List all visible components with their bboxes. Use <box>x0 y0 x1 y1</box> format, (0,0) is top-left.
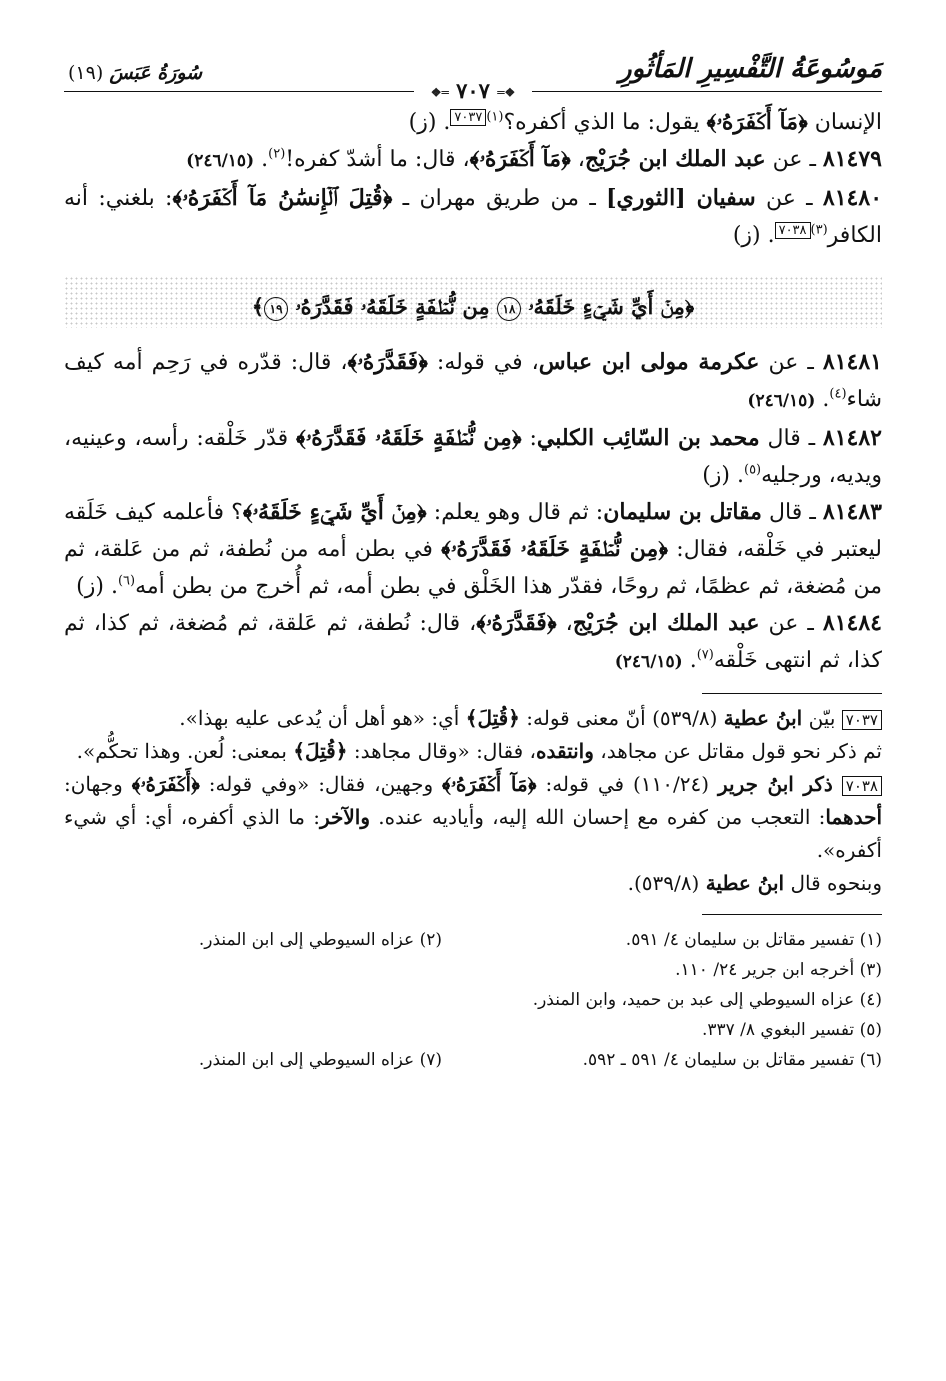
narration-81483 <box>64 494 882 605</box>
narrator-name: سفيان [الثوري] <box>606 185 756 211</box>
quran-quote: ﴿قُتِلَ﴾ <box>465 706 520 730</box>
text: . (ز) <box>702 463 744 488</box>
source-ref: (٢٤٦/١٥) <box>614 652 683 672</box>
book-title: مَوسُوعَةُ التَّفْسِيرِ المَأثُورِ <box>619 54 882 84</box>
text: قدّر خَلْقه: رأسه، وعينيه، ويديه، ورجليه <box>64 426 882 488</box>
footnote-1: (١) تفسير مقاتل بن سليمان ٤/ ٥٩١. <box>625 930 882 950</box>
ornament-icon: ═❖ <box>430 85 449 100</box>
verse-part: مِن نُّطۡفَةٍ خَلَقَهُۥ فَقَدَّرَهُۥ <box>295 294 490 319</box>
quran-quote: ﴿مِن نُّطۡفَةٍ خَلَقَهُۥ فَقَدَّرَهُۥ﴾ <box>295 425 522 451</box>
narrator-name: مقاتل بن سليمان <box>603 499 762 525</box>
text: ، قال: ما أشدّ كفره! <box>285 147 470 172</box>
text: . <box>682 648 697 673</box>
footnote-7: (٧) عزاه السيوطي إلى ابن المنذر. <box>198 1050 442 1070</box>
text: ـ عن <box>759 350 823 375</box>
page-number: ٧٠٧ <box>456 78 490 103</box>
text: ـ من طريق مهران ـ <box>392 186 607 211</box>
quran-quote: ﴿مَآ أَكۡفَرَهُۥ﴾ <box>469 146 571 172</box>
quran-quote: ﴿مَآ أَكۡفَرَهُۥ﴾ <box>442 772 537 796</box>
verse-part: مِنۡ أَيِّ شَيۡءٍ خَلَقَهُۥ <box>528 294 685 319</box>
ayah-number-icon: ١٨ <box>497 297 521 321</box>
text: وجهان: <box>64 772 132 796</box>
page <box>64 52 882 1075</box>
text: ـ عن <box>759 611 823 636</box>
text: : ثم قال وهو يعلم: <box>426 500 604 525</box>
header-rule <box>532 91 882 92</box>
note-number-box: ٧٠٣٧ <box>842 710 882 730</box>
surah-number: (١٩) <box>68 62 104 84</box>
text: ـ عن <box>755 186 823 211</box>
footnote-row <box>64 925 882 955</box>
narrator-name: عكرمة مولى ابن عباس <box>538 349 760 375</box>
narration-81480 <box>64 180 882 254</box>
intro-paragraph <box>64 104 882 141</box>
footnote-4: (٤) عزاه السيوطي إلى عبد بن حميد، وابن المنذر. <box>532 990 882 1010</box>
text: بيّن <box>802 706 842 730</box>
emphasis: أحدهما <box>825 805 882 829</box>
quran-quote: ﴿أَكۡفَرَهُۥ﴾ <box>131 772 200 796</box>
scholar-name: ابنُ عطية <box>723 706 803 730</box>
text: . <box>815 387 830 412</box>
text: . <box>254 147 269 172</box>
quran-quote: ﴿مِن نُّطۡفَةٍ خَلَقَهُۥ فَقَدَّرَهُۥ﴾ <box>441 536 669 562</box>
narration-81479 <box>64 141 882 180</box>
header-rule <box>64 91 414 92</box>
text: (٥٣٩/٨). <box>627 871 706 895</box>
surah-name: سُورَةُ عَبَسَ <box>109 62 203 84</box>
quran-quote: ﴿فَقَدَّرَهُۥ﴾ <box>476 610 557 636</box>
text: في بطن أمه من نُطفة، ثم من عَلقة، ثم من مُضغة، ثم عظمًا، ثم روحًا، فقدّر هذا الخَلْق في بطن أمه، ثم أُخرج من بطن أمه <box>64 537 882 599</box>
text: (١١٠/٢٤) في قوله: <box>536 772 718 796</box>
footnote-ref: (٢) <box>268 146 286 162</box>
footnote-5: (٥) تفسير البغوي ٨/ ٣٣٧. <box>701 1020 882 1040</box>
footnote-ref: (٥) <box>743 462 762 478</box>
footnote-row <box>64 1015 882 1045</box>
narration-number: ٨١٤٨١ <box>822 349 882 375</box>
footnote-ref: (٦) <box>117 573 136 589</box>
text: ، <box>570 147 585 172</box>
text: . (ز) <box>408 110 451 135</box>
source-ref: (٢٤٦/١٥) <box>186 151 255 171</box>
scholarly-notes <box>64 702 882 900</box>
text: ؟ فأعلمه كيف خَلَقه ليعتبر في خَلْقه، فقال: <box>64 500 882 562</box>
note-ref-box: ٧٠٣٧ <box>450 109 486 126</box>
emphasis: وانتقده <box>535 739 594 763</box>
source-ref: (٢٤٦/١٥) <box>747 391 816 411</box>
narrator-name: عبد الملك ابن جُرَيْج <box>584 146 766 172</box>
text: : بلغني: أنه الكافر <box>64 186 882 248</box>
text: الإنسان <box>807 110 882 135</box>
narration-81482 <box>64 420 882 494</box>
footnote-3: (٣) أخرجه ابن جرير ٢٤/ ١١٠. <box>675 960 882 980</box>
quran-quote: ﴿قُتِلَ ٱلۡإِنسَٰنُ مَآ أَكۡفَرَهُۥ﴾ <box>172 185 393 211</box>
quran-quote: ﴿مِنۡ أَيِّ شَيۡءٍ خَلَقَهُۥ﴾ <box>242 499 427 525</box>
quran-quote: ﴿قُتِلَ﴾ <box>293 739 348 763</box>
text: ، في قوله: <box>427 350 539 375</box>
text: ـ قال <box>761 500 823 525</box>
footnote-ref: (١) <box>486 109 504 125</box>
note-7038 <box>64 768 882 900</box>
note-7037 <box>64 702 882 768</box>
narrator-name: محمد بن السّائِب الكلبي <box>536 425 760 451</box>
text: ـ عن <box>765 147 823 172</box>
footnote-2: (٢) عزاه السيوطي إلى ابن المنذر. <box>198 930 442 950</box>
verse-banner <box>64 276 882 328</box>
emphasis: والآخر <box>320 805 371 829</box>
narration-81481 <box>64 344 882 420</box>
footnote-ref: (٧) <box>696 647 714 663</box>
emphasis: ذكر ابنُ جرير <box>717 772 833 796</box>
text: : <box>521 426 537 451</box>
verse-text <box>64 288 882 325</box>
text: ، فقال: «وقال مجاهد: <box>347 739 536 763</box>
footnote-row <box>64 985 882 1015</box>
quran-quote: ﴿مَآ أَكۡفَرَهُۥ﴾ <box>706 109 808 135</box>
narration-number: ٨١٤٨٤ <box>822 610 882 636</box>
bracket: ﴿ <box>684 294 695 319</box>
text: ثم ذكر نحو قول مقاتل عن مجاهد، <box>593 739 882 763</box>
footnote-ref: (٤) <box>829 386 847 402</box>
text: بمعنى: لُعن. وهذا تحكُّم». <box>76 739 294 763</box>
page-header <box>64 52 882 103</box>
text: : ما الذي أكفره، أي: أي شيء أكفره». <box>64 805 882 862</box>
quran-quote: ﴿فَقَدَّرَهُۥ﴾ <box>347 349 428 375</box>
text: أي: «هو أهل أن يُدعى عليه بهذا». <box>179 706 466 730</box>
note-number-box: ٧٠٣٨ <box>842 776 882 796</box>
text: وجهين، فقال: «وفي قوله: <box>199 772 443 796</box>
text: ، قال: نُطفة، ثم عَلقة، ثم مُضغة، ثم كذا، ثم كذا، ثم انتهى خَلْقه <box>64 611 882 673</box>
text: . (ز) <box>76 574 118 599</box>
text: ـ قال <box>759 426 823 451</box>
footnote-6: (٦) تفسير مقاتل بن سليمان ٤/ ٥٩١ ـ ٥٩٢. <box>582 1050 882 1070</box>
footnote-row <box>64 955 882 985</box>
text: . (ز) <box>732 223 775 248</box>
text: وبنحوه قال <box>784 871 882 895</box>
text: ، قال: قدّره في رَحِم أمه كيف شاء <box>64 350 882 412</box>
footnotes <box>64 925 882 1075</box>
main-text <box>64 104 882 681</box>
text: : التعجب من كفره مع إحسان الله إليه، وأياديه عنده. <box>370 805 826 829</box>
narrator-name: عبد الملك ابن جُرَيْج <box>572 610 760 636</box>
narration-number: ٨١٤٧٩ <box>822 146 882 172</box>
footnotes-separator <box>702 914 882 915</box>
narration-number: ٨١٤٨٢ <box>822 425 882 451</box>
narration-number: ٨١٤٨٣ <box>822 499 882 525</box>
footnote-row <box>64 1045 882 1075</box>
text: ، <box>556 611 573 636</box>
text: يقول: ما الذي أكفره؟ <box>503 110 707 135</box>
narration-81484 <box>64 605 882 681</box>
text: (٥٣٩/٨) أنّ معنى قوله: <box>519 706 724 730</box>
footnote-ref: (٣) <box>810 222 828 238</box>
bracket: ﴾ <box>251 294 265 319</box>
ornament-icon: ❖═ <box>497 85 516 100</box>
text <box>833 772 842 796</box>
ayah-number-icon: ١٩ <box>264 297 288 321</box>
narration-number: ٨١٤٨٠ <box>822 185 883 211</box>
scholar-name: ابنُ عطية <box>705 871 785 895</box>
notes-separator <box>702 693 882 694</box>
note-ref-box: ٧٠٣٨ <box>775 222 811 239</box>
